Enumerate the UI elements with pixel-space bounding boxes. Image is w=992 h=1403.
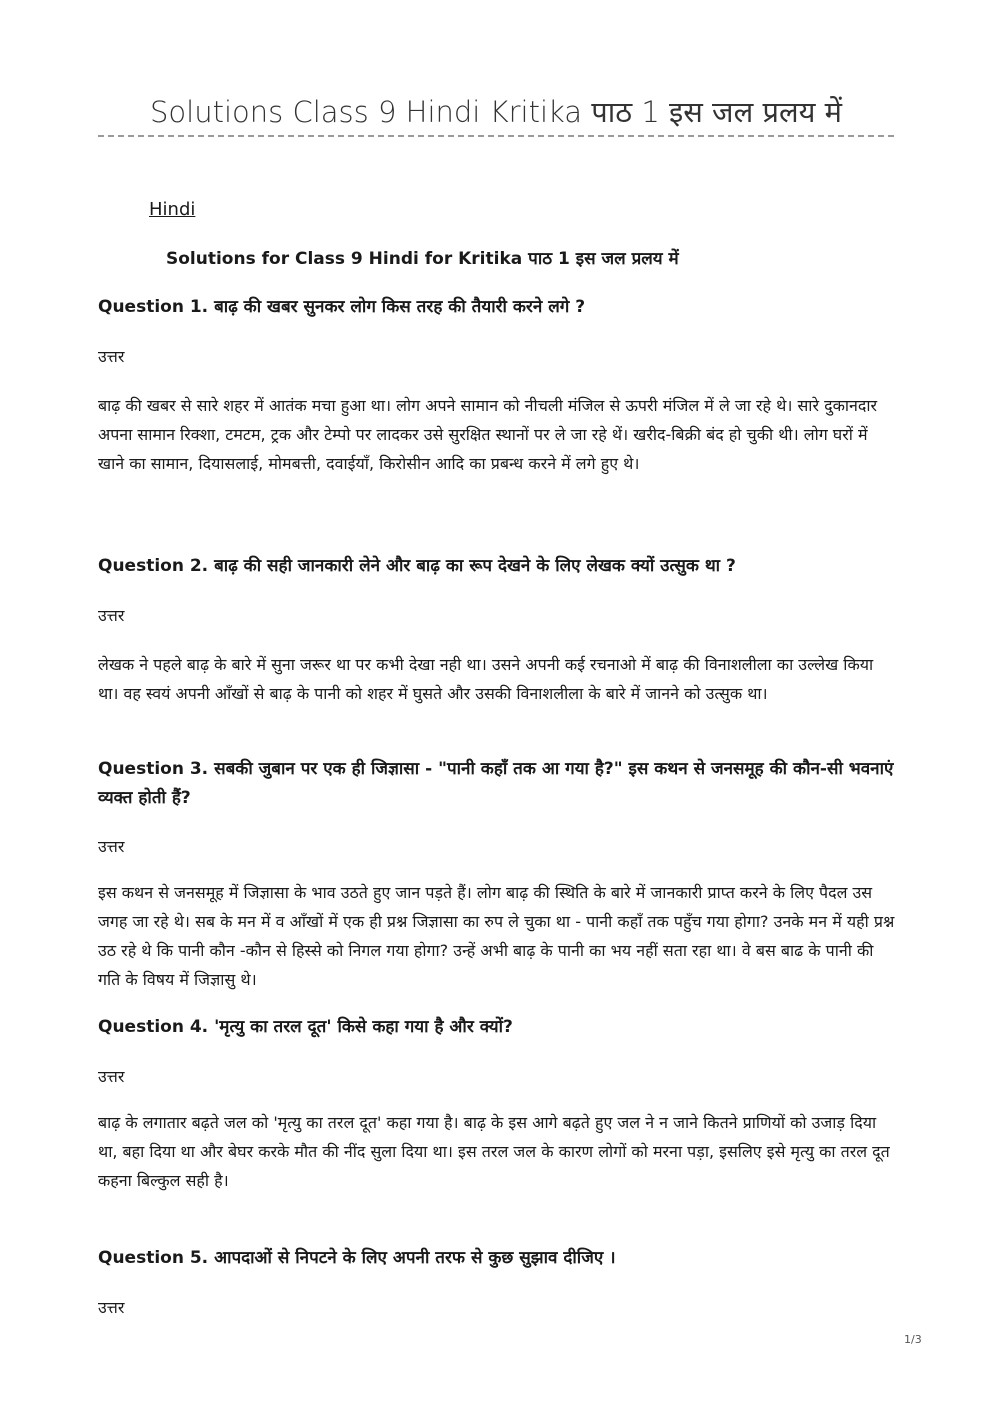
article-subtitle: Solutions for Class 9 Hindi for Kritika पाठ 1 इस जल प्रलय में (166, 249, 679, 269)
question-1 (98, 293, 898, 322)
category-link-hindi[interactable]: Hindi (149, 199, 196, 220)
page-title: Solutions Class 9 Hindi Kritika पाठ 1 इस जल प्रलय में (150, 95, 842, 129)
question-2-text: बाढ़ की सही जानकारी लेने और बाढ़ का रूप देखने के लिए लेखक क्यों उत्सुक था ? (214, 556, 736, 576)
answer-1-text: बाढ़ की खबर से सारे शहर में आतंक मचा हुआ था। लोग अपने सामान को नीचली मंजिल से ऊपरी मंजिल में ले जा रहे थे। सारे दुकानदार अपना सामान रिक्शा, टमटम, ट्रक और टेम्पो पर लादकर उसे सुरक्षित स्थानों पर ले जा रहे थें। खरीद-बिक्री बंद हो चुकी थी। लोग घरों में खाने का सामान, दियासलाई, मोमबत्ती, दवाईयाँ, किरोसीन आदि का प्रबन्ध करने में लगे हुए थे। (98, 396, 878, 473)
answer-2-text: लेखक ने पहले बाढ़ के बारे में सुना जरूर था पर कभी देखा नही था। उसने अपनी कई रचनाओ में बाढ़ की विनाशलीला का उल्लेख किया था। वह स्वयं अपनी आँखों से बाढ़ के पानी को शहर में घुसते और उसकी विनाशलीला के बारे में जानने को उत्सुक था। (98, 655, 874, 703)
question-5 (98, 1244, 898, 1273)
question-1-number: Question 1. (98, 297, 209, 317)
question-4-text: 'मृत्यु का तरल दूत' किसे कहा गया है और क्यों? (214, 1017, 513, 1037)
answer-4-text: बाढ़ के लगातार बढ़ते जल को 'मृत्यु का तरल दूत' कहा गया है। बाढ़ के इस आगे बढ़ते हुए जल ने न जाने कितने प्राणियों को उजाड़ दिया था, बहा दिया था और बेघर करके मौत की नींद सुला दिया था। इस तरल जल के कारण लोगों को मरना पड़ा, इसलिए इसे मृत्यु का तरल दूत कहना बिल्कुल सही है। (98, 1113, 890, 1190)
question-3-number: Question 3. (98, 759, 209, 779)
question-2 (98, 552, 898, 581)
answer-3-label: उत्तर (98, 837, 125, 856)
answer-3-text: इस कथन से जनसमूह में जिज्ञासा के भाव उठते हुए जान पड़ते हैं। लोग बाढ़ की स्थिति के बारे में जानकारी प्राप्त करने के लिए पैदल उस जगह जा रहे थे। सब के मन में व आँखों में एक ही प्रश्न जिज्ञासा का रुप ले चुका था - पानी कहाँ तक पहुँच गया होगा? उनके मन में यही प्रश्न उठ रहे थे कि पानी कौन -कौन से हिस्से को निगल गया होगा? उन्हें अभी बाढ़ के पानी का भय नहीं सता रहा था। वे बस बाढ के पानी की गति के विषय में जिज्ञासु थे। (98, 883, 895, 989)
page-number: 1/3 (904, 1333, 922, 1346)
question-4 (98, 1013, 898, 1042)
title-divider (98, 135, 894, 137)
question-5-text: आपदाओं से निपटने के लिए अपनी तरफ से कुछ सुझाव दीजिए । (214, 1248, 616, 1268)
question-1-text: बाढ़ की खबर सुनकर लोग किस तरह की तैयारी करने लगे ? (214, 297, 586, 317)
question-2-number: Question 2. (98, 556, 209, 576)
question-4-number: Question 4. (98, 1017, 209, 1037)
question-3-text: सबकी जुबान पर एक ही जिज्ञासा - "पानी कहाँ तक आ गया है?" इस कथन से जनसमूह की कौन-सी भवनाएं व्यक्त होती हैं? (98, 759, 894, 808)
answer-2-label: उत्तर (98, 606, 125, 625)
answer-1-label: उत्तर (98, 347, 125, 366)
answer-5-label: उत्तर (98, 1298, 125, 1317)
answer-4-label: उत्तर (98, 1067, 125, 1086)
question-5-number: Question 5. (98, 1248, 209, 1268)
question-3 (98, 755, 898, 813)
